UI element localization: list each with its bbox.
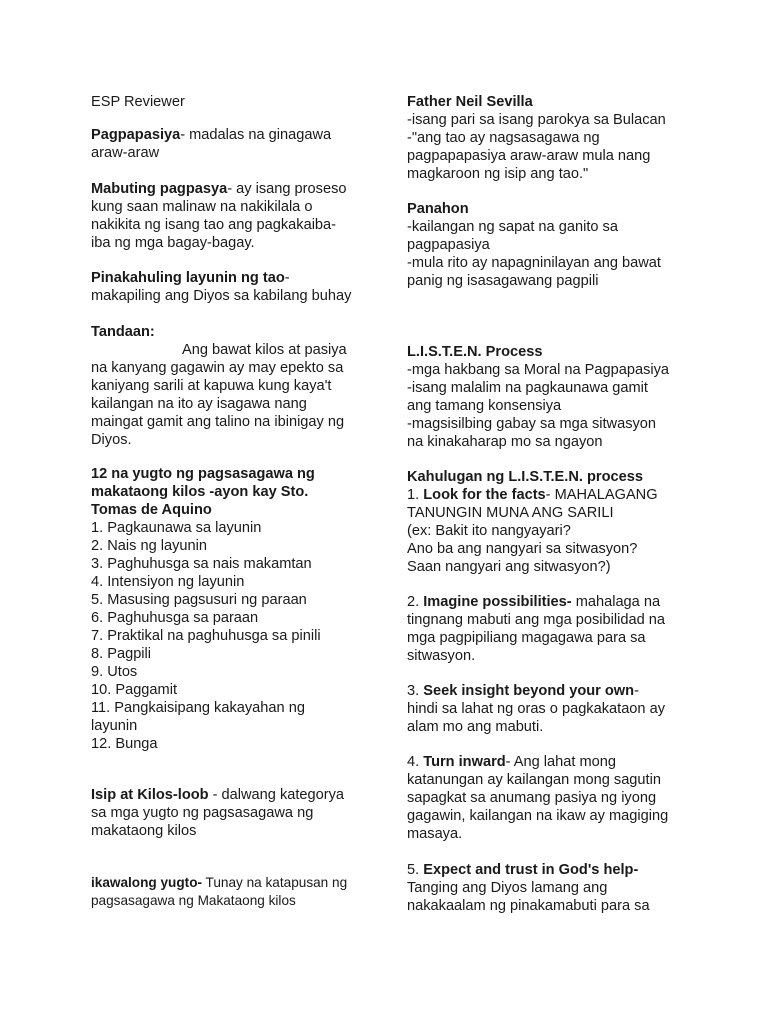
definition-text: -: [284, 270, 290, 286]
step-5: [407, 861, 687, 915]
step-text: -: [634, 683, 639, 699]
definition-line: iba ng mga bagay-bagay.: [91, 235, 255, 251]
definition-line: -isang pari sa isang parokya sa Bulacan: [407, 112, 666, 128]
kahulugan-section: [407, 468, 687, 576]
document-title: ESP Reviewer: [91, 94, 185, 110]
list-item: 11. Pangkaisipang kakayahan ng: [91, 700, 305, 716]
definition-line: -kailangan ng sapat na ganito sa: [407, 219, 618, 235]
term-father-neil-sevilla: Father Neil Sevilla: [407, 94, 533, 110]
step-line: alam mo ang mabuti.: [407, 719, 544, 735]
definition-text: - ay isang proseso: [227, 181, 347, 197]
step-line: masaya.: [407, 826, 463, 842]
step-number: 5.: [407, 862, 424, 878]
definition-line: pagpapasiya: [407, 237, 490, 253]
definition-text: araw-araw: [91, 145, 160, 161]
step-line: katanungan ay kailangan mong sagutin: [407, 772, 661, 788]
step-line: Ano ba ang nangyari sa sitwasyon?: [407, 541, 638, 557]
definition-line: -mga hakbang sa Moral na Pagpapasiya: [407, 362, 670, 378]
step-number: 2.: [407, 594, 424, 610]
step-text: - MAHALAGANG: [545, 487, 658, 503]
list-item: 4. Intensiyon ng layunin: [91, 574, 245, 590]
list-item: 12. Bunga: [91, 736, 158, 752]
step-line: Saan nangyari ang sitwasyon?): [407, 559, 611, 575]
list-item: 1. Pagkaunawa sa layunin: [91, 520, 262, 536]
isip-entry: [91, 786, 371, 840]
step-line: mga pagpipiliang magagawa para sa: [407, 630, 646, 646]
step-3: [407, 682, 687, 736]
pagpapasiya-entry: [91, 126, 371, 162]
definition-line: na kinakaharap mo sa ngayon: [407, 434, 603, 450]
step-line: sapagkat sa anumang pasiya ng iyong: [407, 790, 657, 806]
step-title: Turn inward: [423, 754, 506, 770]
definition-text: Tunay na katapusan ng: [202, 875, 348, 890]
list-item: 3. Paghuhusga sa nais makamtan: [91, 556, 312, 572]
term-listen-process: L.I.S.T.E.N. Process: [407, 344, 543, 360]
step-title: Imagine possibilities-: [423, 594, 572, 610]
definition-line: na kanyang gagawin ay may epekto sa: [91, 360, 344, 376]
step-line: gagawin, kailangan na ikaw ay magiging: [407, 808, 669, 824]
yugto-heading: 12 na yugto ng pagsasagawa ng: [91, 466, 315, 482]
definition-text: - dalwang kategorya: [208, 787, 345, 803]
listen-entry: [407, 343, 687, 451]
step-number: 3.: [407, 683, 424, 699]
list-item: 10. Paggamit: [91, 682, 177, 698]
yugto-heading: makataong kilos -ayon kay Sto.: [91, 484, 309, 500]
definition-line: -mula rito ay napagninilayan ang bawat: [407, 255, 661, 271]
definition-line: maingat gamit ang talino na ibinigay ng: [91, 414, 345, 430]
step-line: Tanging ang Diyos lamang ang: [407, 880, 608, 896]
step-line: TANUNGIN MUNA ANG SARILI: [407, 505, 614, 521]
sevilla-entry: [407, 93, 687, 183]
definition-line: panig ng isasagawang pagpili: [407, 273, 599, 289]
step-title: Look for the facts: [423, 487, 546, 503]
mabuti-entry: [91, 180, 371, 252]
term-mabuting-pagpasya: Mabuting pagpasya: [91, 181, 228, 197]
list-item: 6. Paghuhusga sa paraan: [91, 610, 259, 626]
list-item: 2. Nais ng layunin: [91, 538, 208, 554]
definition-line: nakikita ng isang tao ang pagkakaiba-: [91, 217, 337, 233]
step-line: tingnang mabuti ang mga posibilidad na: [407, 612, 666, 628]
step-2: [407, 593, 687, 665]
definition-line: ang tamang konsensiya: [407, 398, 562, 414]
step-text: mahalaga na: [571, 594, 661, 610]
definition-line: -"ang tao ay nagsasagawa ng: [407, 130, 600, 146]
term-kahulugan: Kahulugan ng L.I.S.T.E.N. process: [407, 469, 643, 485]
term-panahon: Panahon: [407, 201, 469, 217]
ikawalo-entry: [91, 874, 371, 910]
yugto-section: [91, 465, 371, 753]
step-4: [407, 753, 687, 843]
definition-line: kailangan na ito ay isagawa nang: [91, 396, 307, 412]
list-item: 5. Masusing pagsusuri ng paraan: [91, 592, 307, 608]
list-item: 7. Praktikal na paghuhusga sa pinili: [91, 628, 321, 644]
definition-line: kaniyang sarili at kapuwa kung kaya't: [91, 378, 332, 394]
step-title: Seek insight beyond your own: [423, 683, 635, 699]
step-number: 1.: [407, 487, 424, 503]
step-title: Expect and trust in God's help-: [423, 862, 639, 878]
definition-text: - madalas na ginagawa: [180, 127, 332, 143]
step-line: nakakaalam ng pinakamabuti para sa: [407, 898, 650, 914]
definition-line: makataong kilos: [91, 823, 197, 839]
list-item: 9. Utos: [91, 664, 138, 680]
step-line: (ex: Bakit ito nangyayari?: [407, 523, 571, 539]
list-item: layunin: [91, 718, 138, 734]
definition-line: magkaroon ng isip ang tao.": [407, 166, 589, 182]
definition-line: pagpapapasiya araw-araw mula nang: [407, 148, 651, 164]
definition-line: sa mga yugto ng pagsasagawa ng: [91, 805, 314, 821]
list-item: 8. Pagpili: [91, 646, 152, 662]
definition-text: makapiling ang Diyos sa kabilang buhay: [91, 288, 352, 304]
term-pagpapasiya: Pagpapasiya: [91, 127, 181, 143]
step-text: - Ang lahat mong: [505, 754, 617, 770]
definition-line: Ang bawat kilos at pasiya: [182, 342, 347, 358]
definition-line: Diyos.: [91, 432, 132, 448]
step-line: hindi sa lahat ng oras o pagkakataon ay: [407, 701, 666, 717]
definition-text: pagsasagawa ng Makataong kilos: [91, 893, 296, 908]
tandaan-entry: [91, 323, 371, 449]
yugto-heading: Tomas de Aquino: [91, 502, 212, 518]
definition-line: kung saan malinaw na nakikilala o: [91, 199, 313, 215]
definition-line: -magsisilbing gabay sa mga sitwasyon: [407, 416, 657, 432]
term-ikawalong-yugto: ikawalong yugto-: [91, 875, 203, 890]
step-number: 4.: [407, 754, 424, 770]
definition-line: -isang malalim na pagkaunawa gamit: [407, 380, 648, 396]
term-pinakahuling-layunin: Pinakahuling layunin ng tao: [91, 270, 285, 286]
term-isip-kilos-loob: Isip at Kilos-loob: [91, 787, 209, 803]
panahon-entry: [407, 200, 687, 290]
step-line: sitwasyon.: [407, 648, 476, 664]
term-tandaan: Tandaan:: [91, 324, 155, 340]
layunin-entry: [91, 269, 371, 305]
